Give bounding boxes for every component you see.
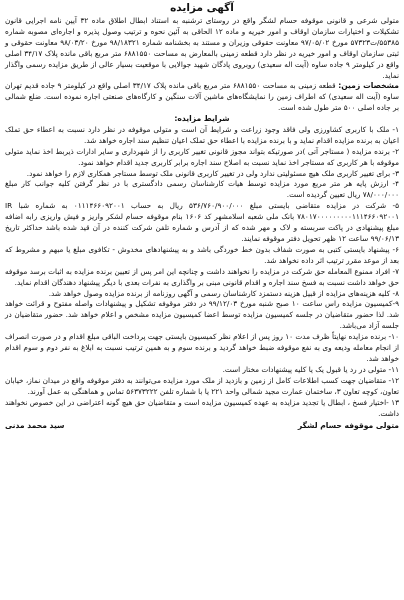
condition-item: ۱۳ -اختیار فسخ ، ابطال یا تجدید مزایده به عهده کمیسیون مزایده است و متقاضیان حق هیچ گونه اعتراضی در این خصوص نخواهند داشت. — [5, 397, 399, 418]
condition-item: ۳- برای تغییر کاربری ملک هیچ مسئولیتی ندارد ولی در تغییر کاربری قانونی ملک توسط مستاجر همکاری لازم را خواهد نمود. — [26, 168, 399, 178]
notice-title: آگهی مزایده — [170, 2, 234, 14]
conditions-heading: شرایط مزایده: — [174, 114, 230, 124]
land-specs-frontage: ضلع شمالی بر جاده اصلی ۵۰۰ متر طول شده است. — [5, 92, 399, 113]
conditions-list — [5, 125, 399, 419]
trustee-name: سید محمد مدنی — [5, 421, 65, 431]
land-specs-text: قطعه زمینی به مساحت ۶۸۸۱۵۵۰ متر مربع باقی مانده پلاک ۳۴/۱۷ اصلی واقع در کیلومتر ۹ جاده قدیم تهران ساوه (آیت اله سعیدی) که اطراف زمین را نمایشگاه‌های ماشین آلات سنگین و کارگاه‌های صنعتی اجاره نموده است. — [5, 81, 399, 102]
condition-item: ۱- ملک با کاربری کشاورزی ولی فاقد وجود زراعت و شرایط آن است و متولی موقوفه در نظر دارد نسبت به اعطاء حق تملک اعیان به برنده مزایده اقدام نماید و با برنده مزایده با اعطاء حق تملک اعیان تنظیم سند اجاره خواهد شد. — [5, 124, 399, 145]
condition-item: ۶- پیشنهاد بایستی کتبی به صورت شفاف بدون خط خوردگی باشد و به پیشنهادهای مخدوش - تکافوی مبلغ یا مبهم و مشروط که بعد از موعد مقرر ترتیب اثر داده نخواهد شد. — [5, 244, 399, 265]
condition-item: ۷- افراد ممنوع المعامله حق شرکت در مزایده را نخواهند داشت و چنانچه این امر پس از تعیین برنده مزایده به اثبات برسد موقوفه حق خواهد داشت نسبت به فسخ سند اجاره و اقدام قانونی مبنی بر واگذاری به نفرات بعدی با دیگر پیشنهاد دهندگان اقدام نماید. — [5, 266, 399, 287]
condition-item: ۲- برنده مزایده ( مستاجر آتی )در صورتیکه بتواند مجوز قانونی تغییر کاربری را از شهرداری و سایر ادارات ذیربط اخذ نماید متولی موقوفه با هر کاربری که مستاجر اخذ نماید نسبت به اصلاح سند اجاره برابر کاربری جدید اقدام خواهد نمود. — [5, 146, 399, 167]
signature-block — [5, 420, 399, 431]
condition-item: ۴- ارزش پایه هر متر مربع مورد مزایده توسط هیات کارشناسان رسمی دادگستری با در نظر گرفتن کلیه جوانب کار مبلغ ۷۸/۰۰۰/۰۰۰ ریال تعیین گردیده است. — [5, 179, 399, 200]
condition-item: ۵- شرکت در مزایده متقاضی بایستی مبلغ ۵۳۶/۷۶۰/۹۰۰/۰۰۰ ریال به حساب ۰۱۱۱۴۶۶۰۹۲۰۰۱ به شماره شبا IR ۷۸۰۱۷۰۰۰۰۰۰۰۰۰۱۱۱۴۶۶۰۹۲۰۰۱ بانک ملی شعبه اسلامشهر کد ۱۶۰۶ بنام موقوفه حسام لشکر واریز و فیش واریزی رابه اضافه مبلغ پیشنهادی در پاکت سربسته و لاک و مهر شده که از آدرس و شماره تلفن شرکت کننده در آن قید شده باشد حداکثر تاریخ ۹۹/۰۶/۱۳ ساعت ۱۲ ظهر تحویل دفتر موقوفه نمایند. — [5, 201, 399, 244]
condition-item: ۱۱- متولی در رد یا قبول یک یا کلیه پیشنهادات مختار است. — [222, 364, 399, 374]
condition-item: ۱۰- برنده مزایده نهایتاً ظرف مدت ۱۰ روز پس از اعلام نظر کمیسیون بایستی جهت پرداخت الباقی مبلغ اقدام و در صورت انصراف از انجام معامله ودیعه وی به نفع موقوفه ضبط خواهد گردید و برنده سوم و به همین ترتیب نسبت به ابلاغ به نفر دوم و سوم اقدام خواهد شد. — [5, 332, 399, 363]
condition-item: ۸- کلیه هزینه‌های مزایده از قبیل هزینه دستمزد کارشناسان رسمی و آگهی روزنامه از برنده مزایده وصول خواهد شد. — [48, 288, 399, 298]
notice-intro: متولی شرعی و قانونی موقوفه حسام لشگر واقع در روستای ترشنبه به استناد ابطال اطلاق ماده ۳۲ آیین نامه اجرایی قانون تشکیلات و اختیارات سازمان اوقاف و امور خیریه و ماده ۱۲ الحاقی به آئین نحوه و ترتیب وصول پذیره و اجاره‌ای مصوبه شماره ۵۵۳۸۵/ت۵۷۳۲۳ مورخ ۹۷/۰۵/۰۲ معاونت حقوقی وزیران و مستند به بخشنامه شماره ۹۸/۱۸۳۲۱ مورخ ۹۸/۰۳/۲۰ معاونت حقوقی و ثبتی سازمان اوقاف و امور خیریه در نظر دارد قطعه زمینی بالمعارض به مساحت ۶۸۸۱۵۵۰ متر مربع باقی مانده پلاک ۳۴/۱۷ اصلی واقع در کیلومتر ۹ جاده ساوه (آیت اله سعیدی) روبروی پادگان شهید جوالایی با موقعیت بسیار عالی از طریق مزایده رسمی واگذار نماید. — [5, 16, 400, 80]
land-specs-paragraph — [5, 81, 399, 114]
condition-item: ۱۲- متقاضیان جهت کسب اطلاعات کامل از زمین و بازدید از ملک مورد مزایده می‌توانند به دفتر موقوفه واقع در میدان نماز، خیابان تعاون، کوچه تعاون ۳، ساختمان عمارت مجید شمالی واحد ۲۲۱ یا با شماره تلفن ۵۶۳۷۳۲۲۲ تماس و هماهنگی به عمل آورند. — [5, 375, 399, 396]
land-specs-heading: مشخصات زمین: — [338, 81, 399, 91]
trustee-title: متولی موقوفه حسام لشگر — [297, 421, 399, 431]
condition-item: ۹-کمیسیون مزایده راس ساعت ۱۰ صبح شنبه مورخ ۹۹/۱۲/۰۳ در دفتر موقوفه تشکیل و پیشنهادات واصله مفتوح و قرائت خواهد شد. لذا حضور متقاضیان در جلسه کمیسیون مزایده توسط اعضا کمیسیون مزایده مشخص و اعلام خواهد شد. حضور متقاضیان در جلسه آزاد می‌باشد. — [5, 299, 399, 331]
